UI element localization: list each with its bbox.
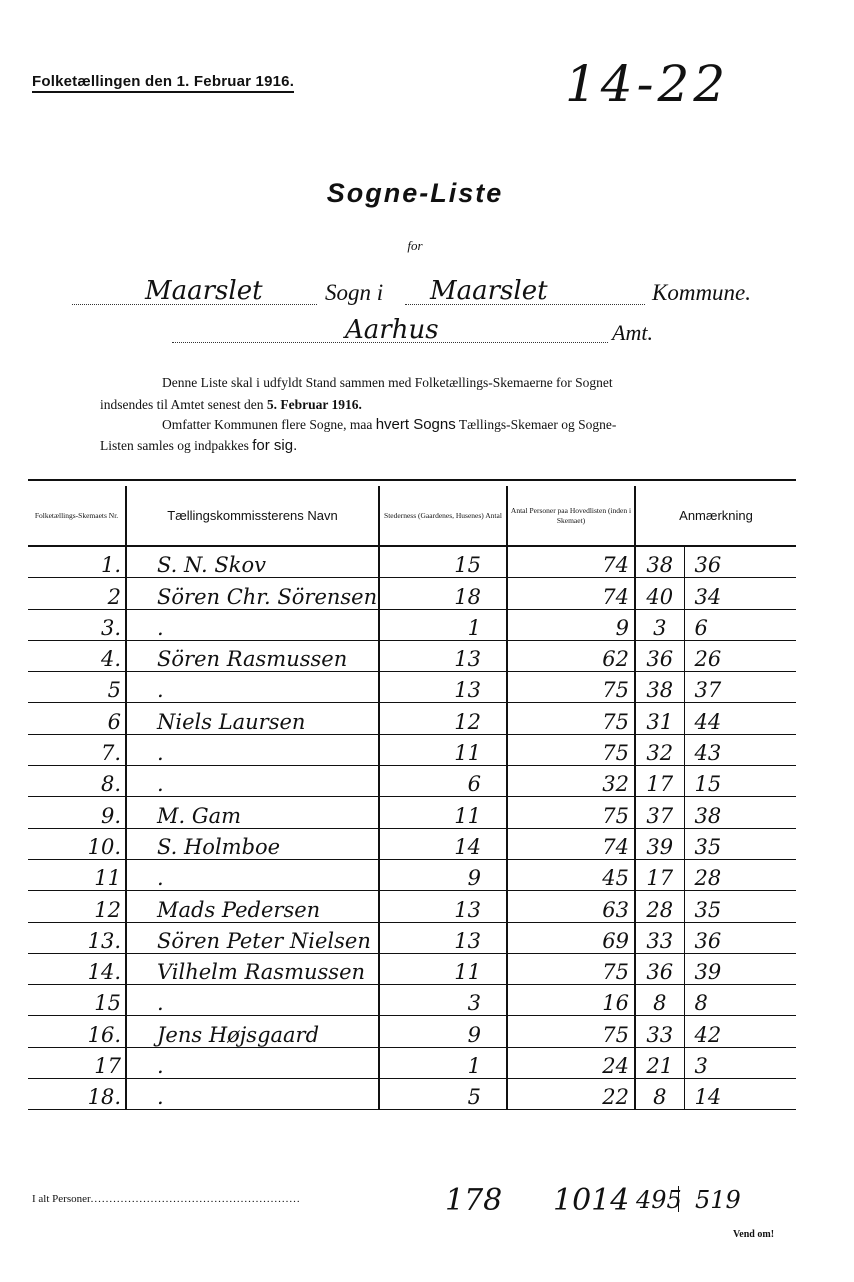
row-remark-1: 28 <box>635 891 684 922</box>
sogn-label: Sogn i <box>325 280 384 305</box>
row-nr: 6 <box>28 703 126 734</box>
row-persons: 75 <box>507 1016 635 1047</box>
row-remark-2: 35 <box>684 828 796 859</box>
row-nr: 10. <box>28 828 126 859</box>
deadline-date: 5. Februar 1916. <box>266 397 362 412</box>
row-remark-2: 8 <box>684 985 796 1016</box>
table-row <box>28 797 796 828</box>
row-persons: 22 <box>507 1079 635 1110</box>
row-farms: 13 <box>379 922 507 953</box>
census-table <box>28 486 796 1110</box>
row-remark-1: 8 <box>635 985 684 1016</box>
row-remark-2: 28 <box>684 859 796 890</box>
row-remark-2: 34 <box>684 578 796 609</box>
table-row <box>28 1047 796 1078</box>
parish-name: Maarslet <box>145 276 263 306</box>
row-remark-1: 36 <box>635 640 684 671</box>
row-nr: 1. <box>28 546 126 578</box>
row-farms: 1 <box>379 609 507 640</box>
row-nr: 4. <box>28 640 126 671</box>
row-name: . <box>126 985 379 1016</box>
amt-label: Amt. <box>612 320 653 345</box>
row-remark-1: 39 <box>635 828 684 859</box>
row-persons: 69 <box>507 922 635 953</box>
table-row <box>28 578 796 609</box>
table-row <box>28 546 796 578</box>
row-name: S. N. Skov <box>126 546 379 578</box>
row-name: Jens Højsgaard <box>126 1016 379 1047</box>
archive-number: 14-22 <box>565 55 730 113</box>
table-row <box>28 985 796 1016</box>
row-persons: 63 <box>507 891 635 922</box>
row-name: . <box>126 609 379 640</box>
row-name: . <box>126 859 379 890</box>
instruction-line-3-post: Tællings-Skemaer og Sogne- <box>458 417 617 432</box>
totals-label: I alt Personer........................................................ <box>32 1193 301 1205</box>
totals-label-text: I alt Personer <box>32 1193 91 1205</box>
row-name: M. Gam <box>126 797 379 828</box>
row-remark-1: 31 <box>635 703 684 734</box>
row-persons: 9 <box>507 609 635 640</box>
row-nr: 11 <box>28 859 126 890</box>
row-farms: 5 <box>379 1079 507 1110</box>
row-persons: 74 <box>507 546 635 578</box>
row-name: S. Holmboe <box>126 828 379 859</box>
table-row <box>28 703 796 734</box>
row-remark-2: 26 <box>684 640 796 671</box>
kommune-label: Kommune. <box>652 280 752 305</box>
table-row <box>28 609 796 640</box>
header-farms: Stederness (Gaardenes, Husenes) Antal <box>379 486 507 546</box>
row-persons: 74 <box>507 578 635 609</box>
row-name: Niels Laursen <box>126 703 379 734</box>
row-remark-1: 8 <box>635 1079 684 1110</box>
row-farms: 11 <box>379 734 507 765</box>
row-remark-1: 32 <box>635 734 684 765</box>
row-name: Vilhelm Rasmussen <box>126 953 379 984</box>
row-persons: 75 <box>507 734 635 765</box>
for-label: for <box>407 238 423 253</box>
row-farms: 14 <box>379 828 507 859</box>
row-remark-1: 17 <box>635 859 684 890</box>
row-farms: 9 <box>379 859 507 890</box>
instruction-line-3 <box>162 415 616 435</box>
row-farms: 18 <box>379 578 507 609</box>
row-persons: 74 <box>507 828 635 859</box>
table-row <box>28 953 796 984</box>
table-row <box>28 828 796 859</box>
row-persons: 16 <box>507 985 635 1016</box>
total-remark-1: 495 <box>636 1186 682 1214</box>
instruction-line-3-emphasis: hvert Sogns <box>375 416 456 433</box>
row-farms: 1 <box>379 1047 507 1078</box>
row-nr: 14. <box>28 953 126 984</box>
header-name: Tællingskommissterens Navn <box>126 486 379 546</box>
row-remark-2: 35 <box>684 891 796 922</box>
row-nr: 5 <box>28 672 126 703</box>
row-farms: 13 <box>379 891 507 922</box>
turn-over-note: Vend om! <box>733 1229 775 1240</box>
header-remarks: Anmærkning <box>635 486 796 546</box>
row-remark-1: 21 <box>635 1047 684 1078</box>
table-row <box>28 672 796 703</box>
row-remark-1: 38 <box>635 672 684 703</box>
row-remark-2: 3 <box>684 1047 796 1078</box>
table-row <box>28 640 796 671</box>
row-remark-2: 6 <box>684 609 796 640</box>
row-name: Sören Rasmussen <box>126 640 379 671</box>
row-remark-2: 42 <box>684 1016 796 1047</box>
row-nr: 18. <box>28 1079 126 1110</box>
row-nr: 3. <box>28 609 126 640</box>
total-remark-2: 519 <box>695 1186 741 1214</box>
row-nr: 2 <box>28 578 126 609</box>
row-name: . <box>126 734 379 765</box>
row-remark-2: 37 <box>684 672 796 703</box>
row-name: Sören Chr. Sörensen <box>126 578 379 609</box>
row-persons: 32 <box>507 766 635 797</box>
table-row <box>28 1016 796 1047</box>
row-farms: 9 <box>379 1016 507 1047</box>
header-persons: Antal Personer paa Hovedlisten (inden i Skemaet) <box>507 486 635 546</box>
row-persons: 45 <box>507 859 635 890</box>
row-remark-1: 3 <box>635 609 684 640</box>
table-row <box>28 734 796 765</box>
row-nr: 7. <box>28 734 126 765</box>
amt-name: Aarhus <box>345 315 439 345</box>
row-remark-1: 40 <box>635 578 684 609</box>
document-heading: Sogne-Liste <box>326 178 504 208</box>
table-row <box>28 1079 796 1110</box>
row-name: . <box>126 672 379 703</box>
instruction-line-2-text: indsendes til Amtet senest den <box>100 397 264 412</box>
row-remark-1: 38 <box>635 546 684 578</box>
row-remark-2: 43 <box>684 734 796 765</box>
row-farms: 3 <box>379 985 507 1016</box>
row-remark-1: 33 <box>635 1016 684 1047</box>
row-persons: 75 <box>507 953 635 984</box>
table-header-row <box>28 486 796 546</box>
row-remark-2: 36 <box>684 922 796 953</box>
row-nr: 13. <box>28 922 126 953</box>
table-body <box>28 546 796 1110</box>
total-farms: 178 <box>445 1183 503 1218</box>
row-persons: 62 <box>507 640 635 671</box>
instruction-line-4-pre: Listen samles og indpakkes <box>100 438 249 453</box>
row-remark-1: 33 <box>635 922 684 953</box>
row-name: Sören Peter Nielsen <box>126 922 379 953</box>
row-nr: 9. <box>28 797 126 828</box>
row-farms: 13 <box>379 640 507 671</box>
totals-divider <box>678 1186 679 1212</box>
row-persons: 75 <box>507 672 635 703</box>
row-farms: 11 <box>379 953 507 984</box>
row-remark-2: 36 <box>684 546 796 578</box>
row-name: . <box>126 1079 379 1110</box>
row-farms: 15 <box>379 546 507 578</box>
row-farms: 12 <box>379 703 507 734</box>
table-row <box>28 766 796 797</box>
row-persons: 24 <box>507 1047 635 1078</box>
table-row <box>28 891 796 922</box>
row-remark-2: 38 <box>684 797 796 828</box>
row-remark-1: 37 <box>635 797 684 828</box>
table-row <box>28 922 796 953</box>
row-persons: 75 <box>507 703 635 734</box>
row-nr: 17 <box>28 1047 126 1078</box>
row-remark-1: 36 <box>635 953 684 984</box>
row-name: . <box>126 1047 379 1078</box>
row-name: . <box>126 766 379 797</box>
row-nr: 16. <box>28 1016 126 1047</box>
kommune-name: Maarslet <box>430 276 548 306</box>
instruction-line-4 <box>100 436 297 456</box>
row-farms: 11 <box>379 797 507 828</box>
header-nr: Folketællings-Skemaets Nr. <box>28 486 126 546</box>
table-row <box>28 859 796 890</box>
row-farms: 13 <box>379 672 507 703</box>
row-remark-2: 39 <box>684 953 796 984</box>
row-nr: 12 <box>28 891 126 922</box>
instruction-line-2 <box>100 395 362 415</box>
row-name: Mads Pedersen <box>126 891 379 922</box>
row-remark-2: 14 <box>684 1079 796 1110</box>
row-persons: 75 <box>507 797 635 828</box>
instruction-line-1: Denne Liste skal i udfyldt Stand sammen med Folketællings-Skemaerne for Sognet <box>162 375 613 390</box>
census-title: Folketællingen den 1. Februar 1916. <box>32 73 294 93</box>
row-remark-2: 44 <box>684 703 796 734</box>
row-nr: 8. <box>28 766 126 797</box>
row-farms: 6 <box>379 766 507 797</box>
row-remark-2: 15 <box>684 766 796 797</box>
total-persons: 1014 <box>553 1183 630 1218</box>
row-remark-1: 17 <box>635 766 684 797</box>
instruction-line-4-emphasis: for sig. <box>252 437 298 454</box>
row-nr: 15 <box>28 985 126 1016</box>
table-top-rule <box>28 479 796 481</box>
instruction-line-3-pre: Omfatter Kommunen flere Sogne, maa <box>162 417 373 432</box>
